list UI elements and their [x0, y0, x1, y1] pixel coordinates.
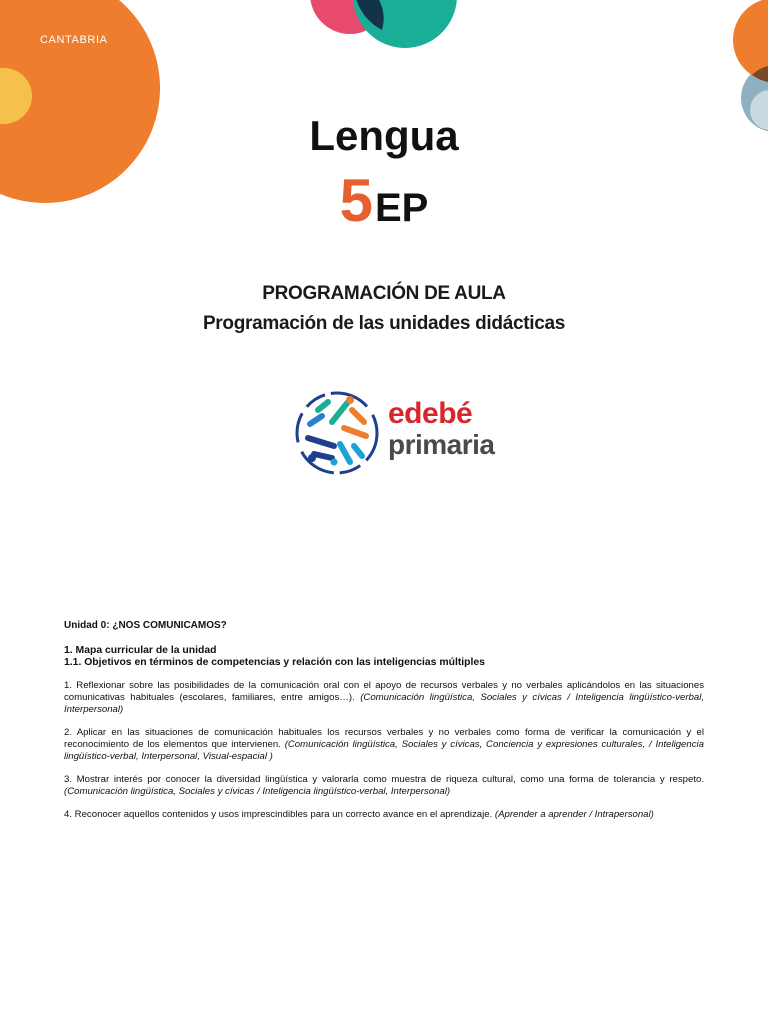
section-heading: 1. Mapa curricular de la unidad [64, 645, 217, 656]
objective-item [64, 680, 704, 716]
grade-label [0, 166, 768, 235]
objective-competencies: (Comunicación lingüística, Sociales y cívicas / Inteligencia lingüístico-verbal, Interpersonal) [64, 692, 704, 715]
objective-text: 1. Reflexionar sobre las posibilidades de la comunicación oral con el apoyo de recursos verbales y no verbales aplicándolos en las situaciones comunicativas habituales (escolares, familiares, entre amigos…). [64, 680, 704, 703]
subject-title: Lengua [309, 112, 459, 159]
region-label: CANTABRIA [40, 34, 108, 46]
objective-item [64, 774, 704, 798]
objective-competencies: (Comunicación lingüística, Sociales y cívicas / Inteligencia lingüístico-verbal, Interpersonal) [64, 786, 451, 797]
unit-content [64, 620, 704, 832]
brand-name: edebé [388, 397, 473, 430]
objective-text: 4. Reconocer aquellos contenidos y usos imprescindibles para un correcto avance en el aprendizaje. [64, 809, 493, 820]
subtitle-programacion-aula: PROGRAMACIÓN DE AULA [262, 283, 506, 304]
grade-level: EP [375, 186, 429, 230]
objective-competencies: (Aprender a aprender / Intrapersonal) [494, 809, 654, 820]
subsection-heading: 1.1. Objetivos en términos de competencias y relación con las inteligencias múltiples [64, 657, 485, 668]
objective-competencies: (Comunicación lingüística, Sociales y cívicas, Conciencia y expresiones culturales, / Inteligencia lingüístico-verbal, Interpersonal, Visual-espacial ) [64, 739, 704, 762]
edebe-logo-icon [292, 388, 382, 478]
subtitle-unidades-didacticas: Programación de las unidades didácticas [202, 313, 566, 334]
objective-item [64, 809, 704, 821]
objective-text: 2. Aplicar en las situaciones de comunicación habituales los recursos verbales y no verbales como forma de verificar la comunicación y el reconocimiento de los elementos que intervienen. [64, 727, 704, 750]
unit-title: Unidad 0: ¿NOS COMUNICAMOS? [64, 620, 227, 631]
logo-wordmark [388, 398, 495, 460]
edebe-primaria-logo [292, 388, 502, 480]
grade-number: 5 [339, 167, 373, 234]
brand-sub: primaria [388, 429, 495, 460]
objective-text: 3. Mostrar interés por conocer la diversidad lingüística y valorarla como muestra de riqueza cultural, como una forma de tolerancia y respeto. [64, 774, 704, 785]
objective-item [64, 727, 704, 763]
